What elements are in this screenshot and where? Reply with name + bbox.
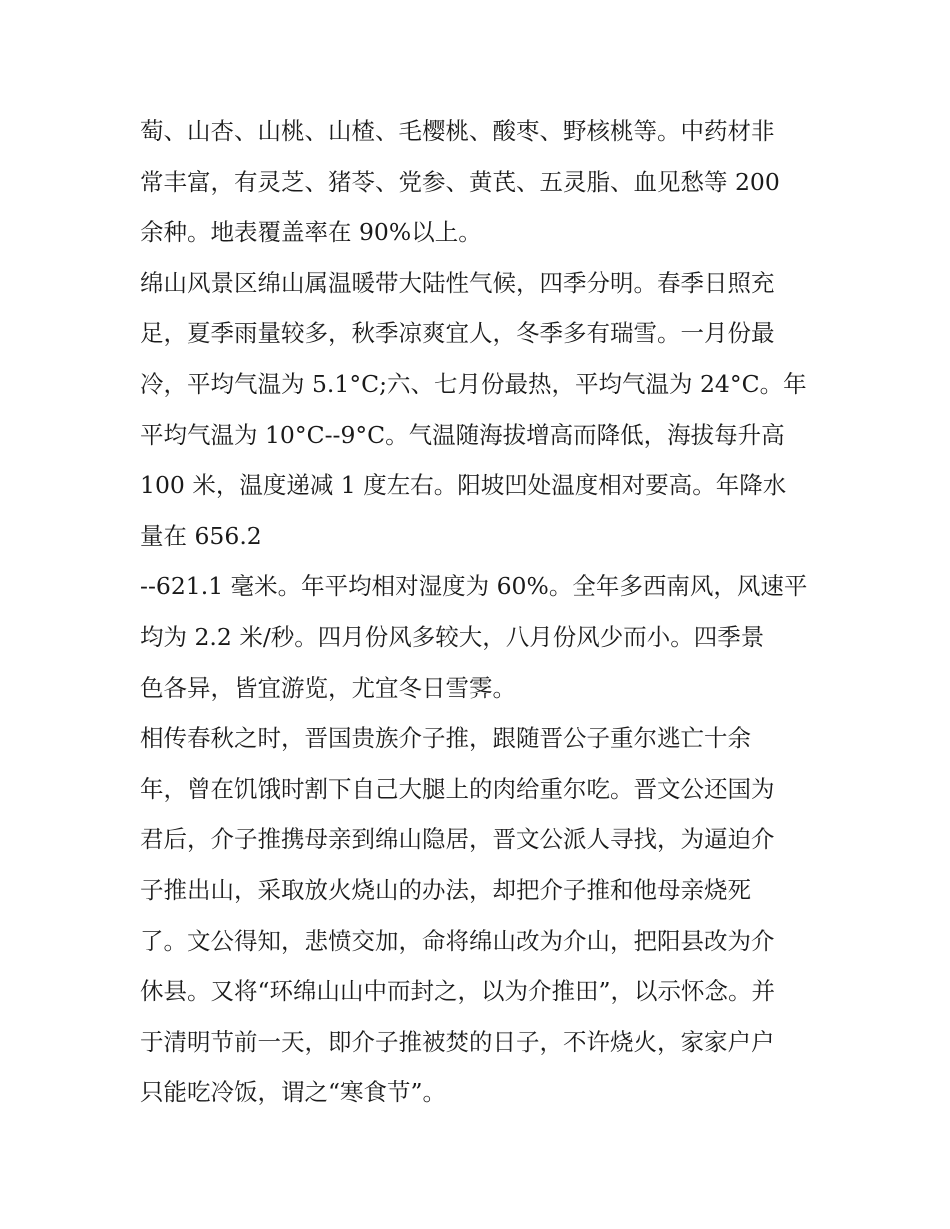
text-line: 100 米，温度递减 1 度左右。阳坡凹处温度相对要高。年降水 bbox=[140, 471, 787, 500]
text-line: 平均气温为 10°C--9°C。气温随海拔增高而降低，海拔每升高 bbox=[140, 420, 785, 449]
text-line: 均为 2.2 米/秒。四月份风多较大，八月份风少而小。四季景 bbox=[140, 622, 765, 651]
text-line: --621.1 毫米。年平均相对湿度为 60%。全年多西南风，风速平 bbox=[140, 572, 808, 601]
text-line: 君后，介子推携母亲到绵山隐居，晋文公派人寻找，为逼迫介 bbox=[140, 825, 775, 854]
text-line: 于清明节前一天，即介子推被焚的日子，不许烧火，家家户户 bbox=[140, 1027, 775, 1056]
text-line: 绵山风景区绵山属温暖带大陆性气候，四季分明。春季日照充 bbox=[140, 268, 775, 297]
text-line: 量在 656.2 bbox=[140, 521, 262, 550]
text-line: 足，夏季雨量较多，秋季凉爽宜人，冬季多有瑞雪。一月份最 bbox=[140, 319, 775, 348]
document-body bbox=[140, 106, 820, 1118]
text-line: 冷，平均气温为 5.1°C;六、七月份最热，平均气温为 24°C。年 bbox=[140, 369, 807, 398]
text-line: 色各异，皆宜游览，尤宜冬日雪霁。 bbox=[140, 673, 516, 702]
text-line: 相传春秋之时，晋国贵族介子推，跟随晋公子重尔逃亡十余 bbox=[140, 724, 751, 753]
text-line: 了。文公得知，悲愤交加，命将绵山改为介山，把阳县改为介 bbox=[140, 926, 775, 955]
text-line: 子推出山，采取放火烧山的办法，却把介子推和他母亲烧死 bbox=[140, 875, 751, 904]
text-line: 常丰富，有灵芝、猪苓、党参、黄芪、五灵脂、血见愁等 200 bbox=[140, 167, 780, 196]
text-line: 萄、山杏、山桃、山楂、毛樱桃、酸枣、野核桃等。中药材非 bbox=[140, 117, 775, 145]
text-line: 年，曾在饥饿时割下自己大腿上的肉给重尔吃。晋文公还国为 bbox=[140, 774, 775, 803]
text-line: 休县。又将“环绵山山中而封之，以为介推田”，以示怀念。并 bbox=[140, 977, 776, 1006]
text-line: 余种。地表覆盖率在 90%以上。 bbox=[140, 218, 482, 247]
text-line: 只能吃冷饭，谓之“寒食节”。 bbox=[140, 1078, 447, 1107]
